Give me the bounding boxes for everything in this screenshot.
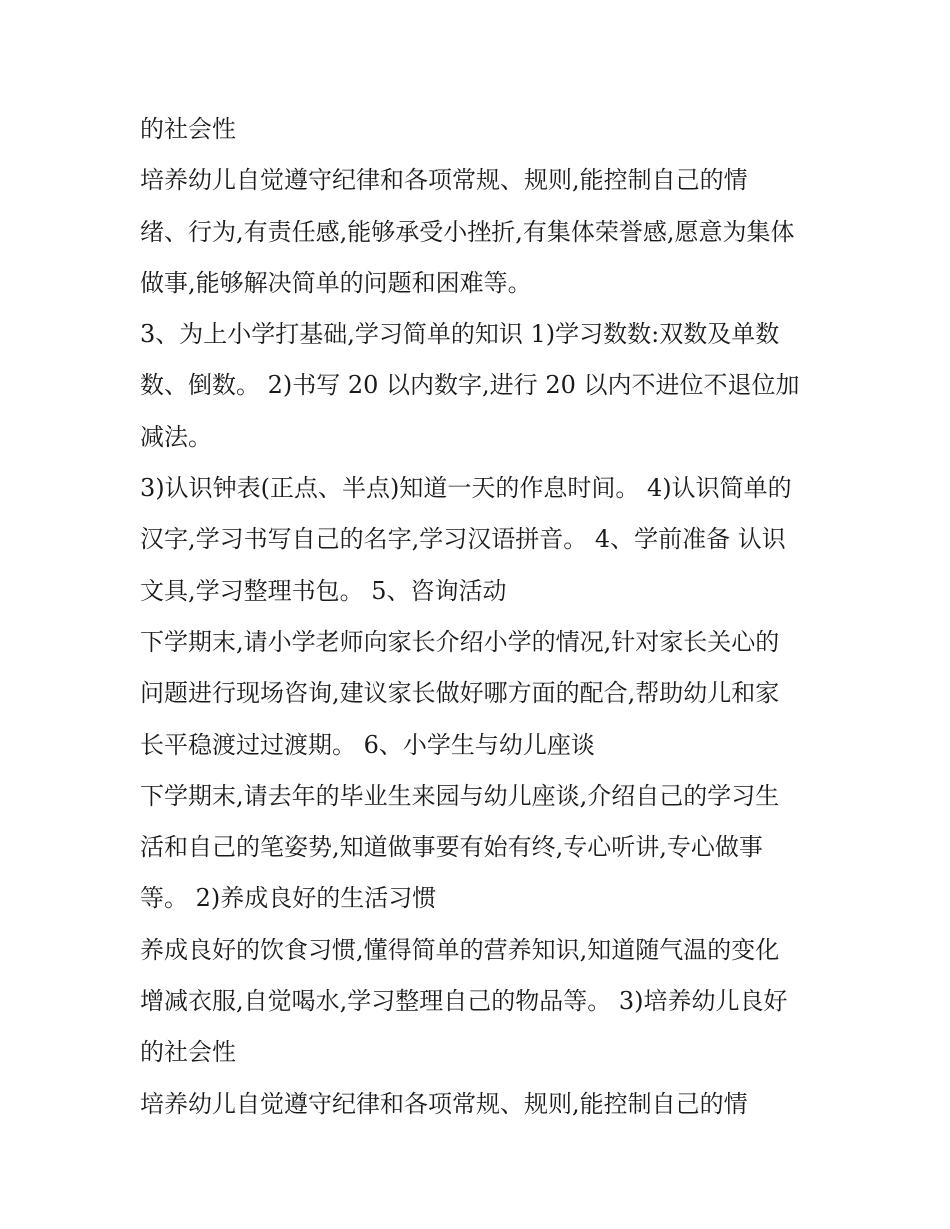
text-line: 下学期末,请小学老师向家长介绍小学的情况,针对家长关心的 [140, 627, 780, 656]
text-line: 养成良好的饮食习惯,懂得简单的营养知识,知道随气温的变化 [140, 935, 780, 964]
text-line: 增减衣服,自觉喝水,学习整理自己的物品等。 3)培养幼儿良好 [140, 987, 788, 1016]
text-line: 培养幼儿自觉遵守纪律和各项常规、规则,能控制自己的情 [140, 1089, 748, 1118]
text-line: 数、倒数。 2)书写 20 以内数字,进行 20 以内不进位不退位加 [140, 371, 800, 400]
text-line: 的社会性 [140, 1038, 236, 1067]
text-line: 等。 2)养成良好的生活习惯 [140, 884, 437, 913]
text-line: 绪、行为,有责任感,能够承受小挫折,有集体荣誉感,愿意为集体 [140, 217, 795, 246]
text-line: 培养幼儿自觉遵守纪律和各项常规、规则,能控制自己的情 [140, 166, 748, 195]
text-line: 文具,学习整理书包。 5、咨询活动 [140, 576, 507, 605]
text-line: 做事,能够解决简单的问题和困难等。 [140, 268, 532, 297]
text-line: 的社会性 [140, 115, 236, 143]
document-body [140, 104, 820, 1130]
text-line: 3、为上小学打基础,学习简单的知识 1)学习数数:双数及单数 [140, 320, 780, 349]
text-line: 减法。 [140, 422, 212, 451]
text-line: 活和自己的笔姿势,知道做事要有始有终,专心听讲,专心做事 [140, 833, 763, 862]
text-line: 下学期末,请去年的毕业生来园与幼儿座谈,介绍自己的学习生 [140, 781, 780, 810]
text-line: 长平稳渡过过渡期。 6、小学生与幼儿座谈 [140, 730, 595, 759]
text-line: 问题进行现场咨询,建议家长做好哪方面的配合,帮助幼儿和家 [140, 679, 780, 708]
text-line: 3)认识钟表(正点、半点)知道一天的作息时间。 4)认识简单的 [140, 474, 792, 503]
text-line: 汉字,学习书写自己的名字,学习汉语拼音。 4、学前准备 认识 [140, 525, 786, 554]
